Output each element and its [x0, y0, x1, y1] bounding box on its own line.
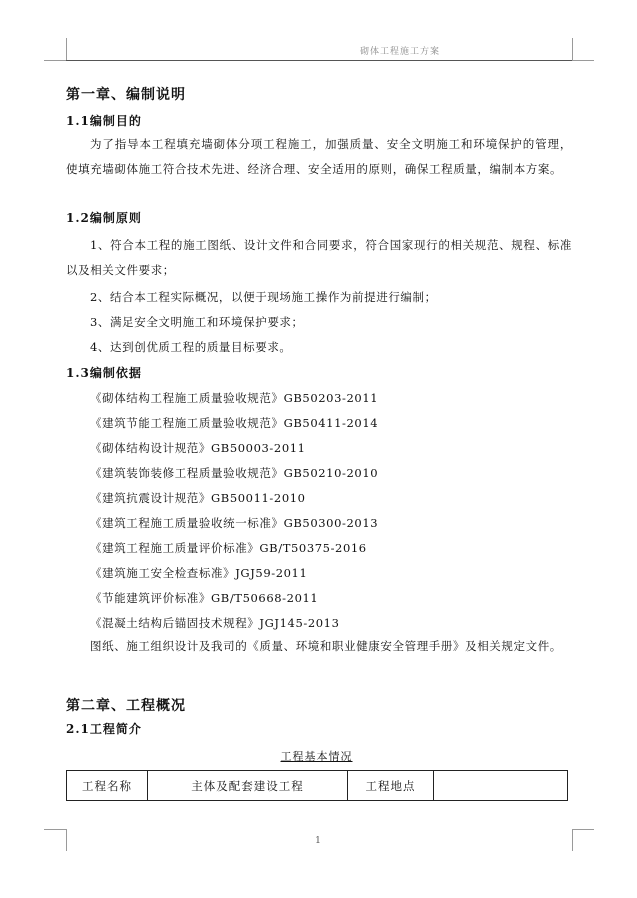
running-header: 砌体工程施工方案 [360, 47, 441, 57]
basis-item-7: 《建筑工程施工质量评价标准》GB/T50375-2016 [90, 541, 367, 555]
principle-item-3: 3、满足安全文明施工和环境保护要求； [90, 315, 304, 329]
section-1-3-heading: 1.3编制依据 [66, 366, 142, 380]
crop-mark-bottom-left-v [66, 829, 67, 851]
basis-item-5: 《建筑抗震设计规范》GB50011-2010 [90, 491, 306, 505]
crop-mark-bottom-right-v [572, 829, 573, 851]
crop-mark-top-left-h [44, 60, 66, 61]
project-info-table [66, 770, 568, 801]
basis-item-6: 《建筑工程施工质量验收统一标准》GB50300-2013 [90, 516, 379, 530]
section-2-1-heading: 2.1工程简介 [66, 722, 142, 736]
principle-item-1: 1、符合本工程的施工图纸、设计文件和合同要求，符合国家现行的相关规范、规程、标准以及相关文件要求； [66, 238, 572, 277]
basis-item-8: 《建筑施工安全检查标准》JGJ59-2011 [90, 566, 308, 580]
basis-item-10: 《混凝土结构后锚固技术规程》JGJ145-2013 [90, 616, 340, 630]
basis-item-4: 《建筑装饰装修工程质量验收规范》GB50210-2010 [90, 466, 379, 480]
chapter-2-heading: 第二章、工程概况 [66, 698, 186, 714]
basis-item-2: 《建筑节能工程施工质量验收规范》GB50411-2014 [90, 416, 379, 430]
basis-item-1: 《砌体结构工程施工质量验收规范》GB50203-2011 [90, 391, 379, 405]
basis-closing: 图纸、施工组织设计及我司的《质量、环境和职业健康安全管理手册》及相关规定文件。 [90, 639, 562, 653]
principle-item-2: 2、结合本工程实际概况，以便于现场施工操作为前提进行编制； [90, 290, 437, 304]
header-rule [66, 60, 572, 61]
chapter-1-heading: 第一章、编制说明 [66, 87, 186, 103]
table-caption [66, 748, 567, 764]
crop-mark-bottom-right-h [572, 829, 594, 830]
table-row [67, 771, 568, 801]
basis-item-3: 《砌体结构设计规范》GB50003-2011 [90, 441, 306, 455]
crop-mark-top-right-h [572, 60, 594, 61]
table-caption-text: 工程基本情况 [280, 750, 353, 763]
crop-mark-top-left-v [66, 38, 67, 60]
section-1-1-paragraph: 为了指导本工程填充墙砌体分项工程施工，加强质量、安全文明施工和环境保护的管理，使填充墙砌体施工符合技术先进、经济合理、安全适用的原则，确保工程质量，编制本方案。 [66, 137, 572, 176]
principle-item-4: 4、达到创优质工程的质量目标要求。 [90, 340, 292, 354]
section-1-1-heading: 1.1编制目的 [66, 114, 142, 128]
crop-mark-bottom-left-h [44, 829, 66, 830]
page-number: 1 [315, 836, 321, 846]
cell-project-location-label: 工程地点 [348, 771, 434, 801]
section-1-2-heading: 1.2编制原则 [66, 211, 142, 225]
basis-item-9: 《节能建筑评价标准》GB/T50668-2011 [90, 591, 319, 605]
cell-project-name-label: 工程名称 [67, 771, 148, 801]
crop-mark-top-right-v [572, 38, 573, 60]
cell-project-name-value: 主体及配套建设工程 [148, 771, 348, 801]
cell-project-location-value [434, 771, 568, 801]
